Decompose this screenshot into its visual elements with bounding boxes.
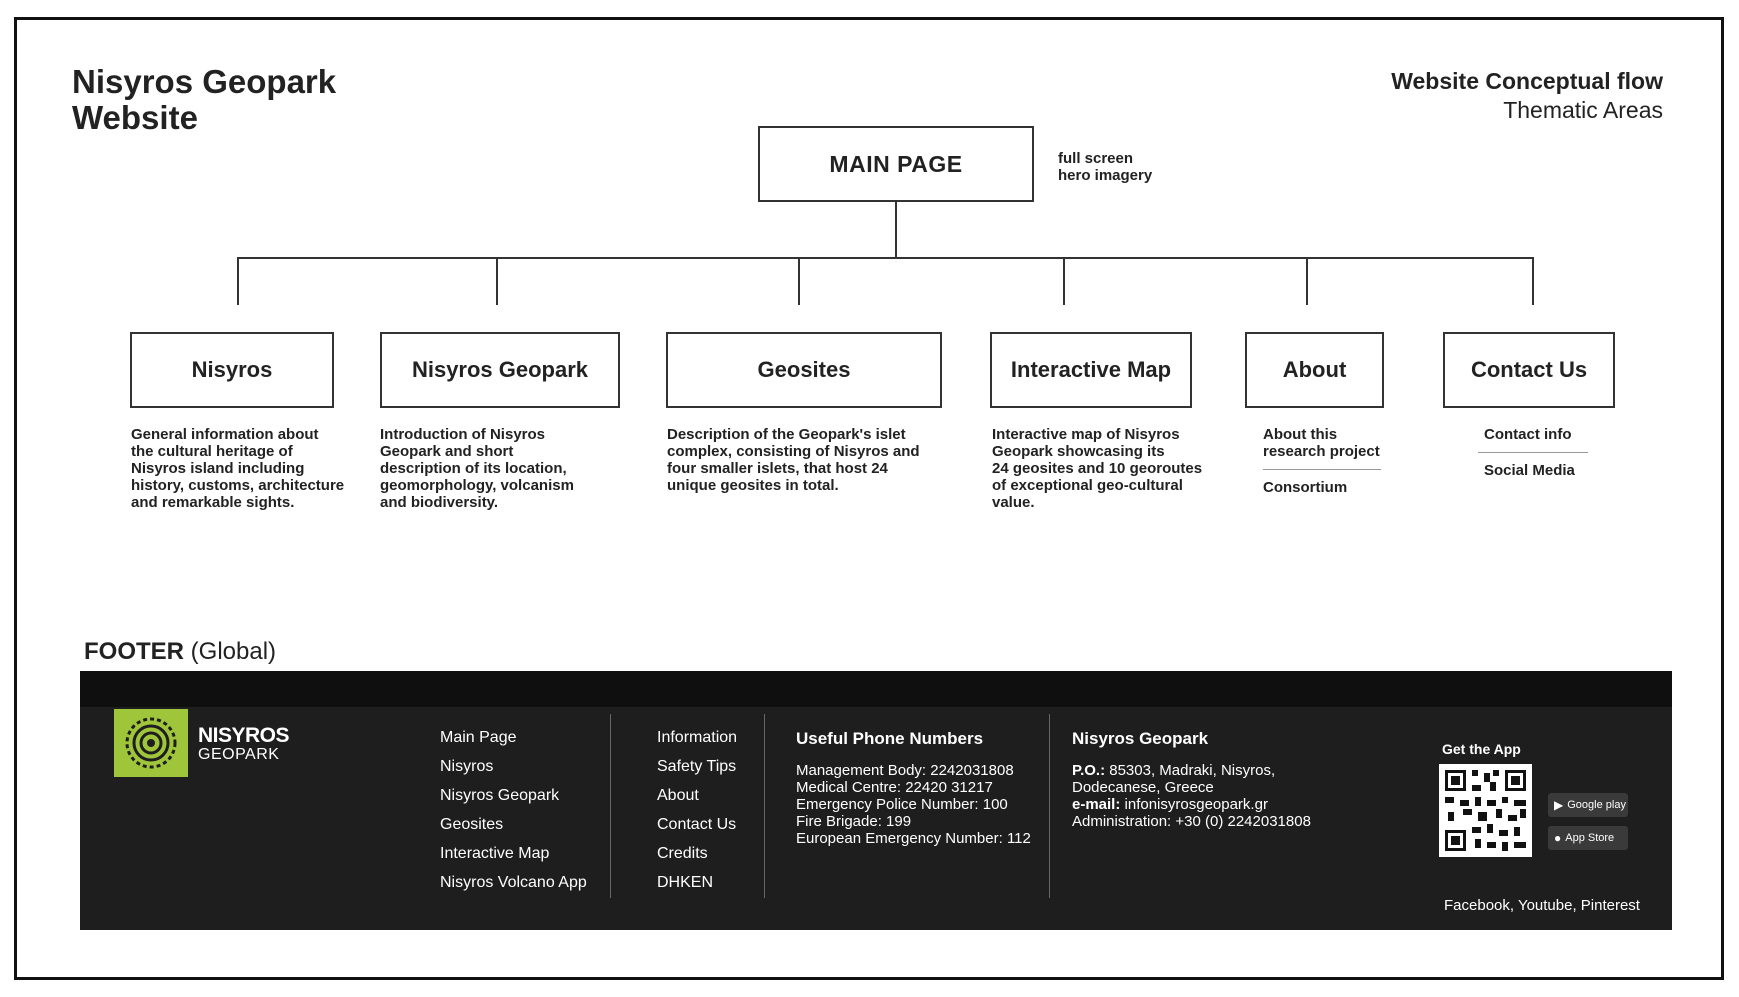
geopark-logo-text [198, 725, 289, 764]
phone-line: Medical Centre: 22420 31217 [796, 779, 993, 796]
footer-link[interactable]: About [657, 787, 699, 804]
flow-title [1391, 68, 1663, 124]
footer-link[interactable]: Nisyros Volcano App [440, 874, 587, 891]
node-nisyros: Nisyros [130, 332, 334, 408]
contact-admin: Administration: +30 (0) 2242031808 [1072, 813, 1311, 830]
footer-label-bold: FOOTER [84, 638, 184, 665]
contact-po-line2: Dodecanese, Greece [1072, 779, 1214, 796]
phone-line: Emergency Police Number: 100 [796, 796, 1008, 813]
about-subitem-divider [1263, 469, 1381, 470]
contact-email: e-mail: infonisyrosgeopark.gr [1072, 796, 1268, 813]
footer-link[interactable]: Nisyros [440, 758, 494, 775]
qr-code-icon[interactable] [1439, 764, 1532, 857]
phone-line: Fire Brigade: 199 [796, 813, 912, 830]
footer-divider [1049, 714, 1050, 898]
contact-subitems [1478, 426, 1588, 488]
footer-nav-col1 [440, 728, 587, 902]
social-links[interactable]: Facebook, Youtube, Pinterest [1444, 897, 1640, 914]
footer-link[interactable]: Information [657, 729, 738, 746]
footer-topbar [80, 671, 1672, 707]
contact-po: P.O.: 85303, Madraki, Nisyros, [1072, 762, 1276, 779]
desc-interactive-map: Interactive map of Nisyros Geopark showcasing its 24 geosites and 10 georoutes of exceptional geo-cultural value. [992, 426, 1203, 511]
get-app-label: Get the App [1442, 741, 1521, 757]
footer-link[interactable]: DHKEN [657, 874, 714, 891]
node-nisyros-geopark: Nisyros Geopark [380, 332, 620, 408]
node-interactive-map: Interactive Map [990, 332, 1192, 408]
footer-label [84, 638, 276, 666]
desc-geosites: Description of the Geopark's islet complex, consisting of Nisyros and four smaller islets, that host 24 unique geosites in total. [667, 426, 920, 494]
footer-label-rest: (Global) [184, 638, 277, 665]
desc-nisyros-geopark: Introduction of Nisyros Geopark and short description of its location, geomorphology, volcanism and biodiversity. [380, 426, 574, 511]
connector-about [1306, 257, 1308, 305]
page-title-line2: Website [72, 99, 198, 136]
contact-subitem-social: Social Media [1484, 462, 1575, 479]
footer-link[interactable]: Contact Us [657, 816, 737, 833]
page-title [72, 64, 336, 136]
footer-nav-col2 [657, 728, 737, 902]
footer-mockup [80, 671, 1672, 930]
connector-nisyros-geopark [496, 257, 498, 305]
footer-divider [610, 714, 611, 898]
main-page-note-line2: hero imagery [1058, 167, 1153, 184]
apple-icon: ● [1554, 831, 1562, 845]
about-subitems [1263, 426, 1381, 505]
about-subitem-research: About this research project [1263, 426, 1380, 460]
phone-line: European Emergency Number: 112 [796, 830, 1031, 847]
footer-phones [796, 729, 1031, 847]
phone-line: Management Body: 2242031808 [796, 762, 1014, 779]
google-play-badge[interactable]: ▶ Google play [1548, 793, 1628, 817]
page-title-line1: Nisyros Geopark [72, 63, 337, 100]
footer-link[interactable]: Nisyros Geopark [440, 787, 560, 804]
footer-link[interactable]: Geosites [440, 816, 504, 833]
geopark-logo-icon [114, 709, 188, 777]
contact-subitem-info: Contact info [1484, 426, 1572, 443]
app-store-badge[interactable]: ● App Store [1548, 826, 1628, 850]
flow-title-main: Website Conceptual flow [1391, 68, 1663, 94]
footer-link[interactable]: Credits [657, 845, 708, 862]
about-subitem-consortium: Consortium [1263, 479, 1348, 496]
main-page-node: MAIN PAGE [758, 126, 1034, 202]
desc-nisyros: General information about the cultural heritage of Nisyros island including history, customs, architecture and remarkable sights. [131, 426, 345, 511]
play-icon: ▶ [1554, 798, 1564, 812]
phones-title: Useful Phone Numbers [796, 729, 984, 748]
node-geosites: Geosites [666, 332, 942, 408]
connector-nisyros [237, 257, 239, 305]
main-page-note [1058, 150, 1152, 184]
flow-title-sub: Thematic Areas [1503, 97, 1663, 123]
contact-subitem-divider [1478, 452, 1588, 453]
footer-divider [764, 714, 765, 898]
main-page-note-line1: full screen [1058, 150, 1134, 167]
footer-link[interactable]: Main Page [440, 729, 517, 746]
connector-trunk [895, 202, 897, 258]
connector-contact-us [1532, 257, 1534, 305]
footer-link[interactable]: Interactive Map [440, 845, 550, 862]
logo-text-line1: NISYROS [198, 724, 290, 747]
node-about: About [1245, 332, 1384, 408]
node-contact-us: Contact Us [1443, 332, 1615, 408]
connector-bus [237, 257, 1534, 259]
contact-title: Nisyros Geopark [1072, 729, 1209, 748]
footer-contact [1072, 729, 1311, 830]
footer-link[interactable]: Safety Tips [657, 758, 737, 775]
logo-text-line2: GEOPARK [198, 746, 280, 763]
connector-interactive-map [1063, 257, 1065, 305]
connector-geosites [798, 257, 800, 305]
